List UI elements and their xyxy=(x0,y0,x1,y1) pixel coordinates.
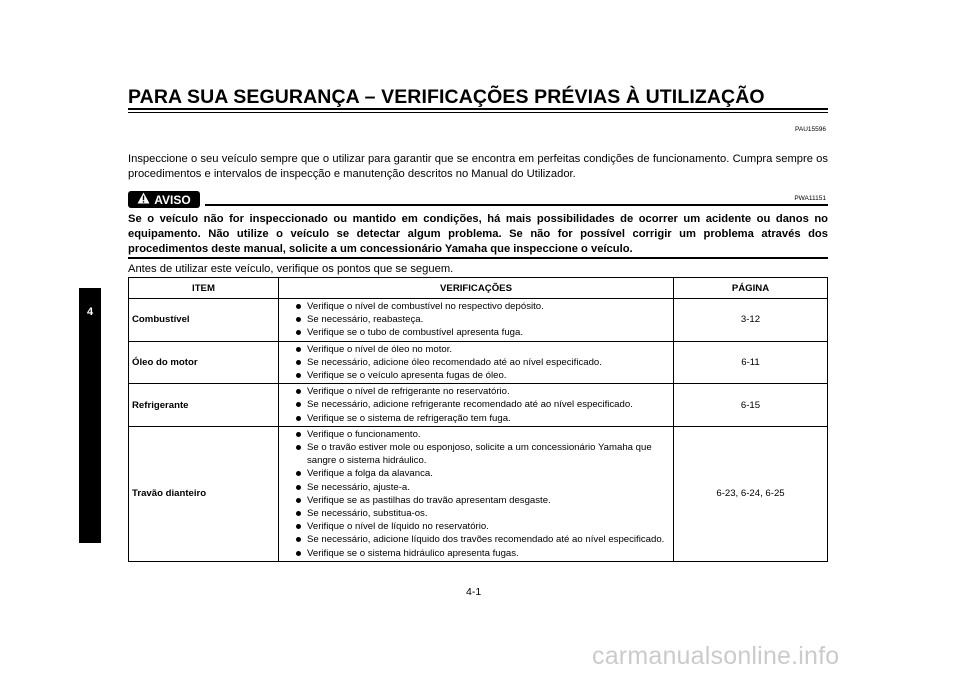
item-cell: Óleo do motor xyxy=(129,341,279,384)
bullet-icon xyxy=(296,511,301,516)
list-item: Verifique se o veículo apresenta fugas de óleo. xyxy=(279,369,673,382)
bullet-icon xyxy=(296,373,301,378)
warning-bottom-rule xyxy=(128,257,828,259)
list-item: Verifique se o tubo de combustível apresenta fuga. xyxy=(279,326,673,339)
warning-text: Se o veículo não for inspeccionado ou mantido em condições, há mais possibilidades de ocorrer um acidente ou danos no equipamento. Não utilize o veículo se detectar algum problema. Se não for possível corrigir um problema através dos procedimentos deste manual, solicite a um concessionário Yamaha que inspeccione o veículo. xyxy=(128,213,828,255)
bullet-icon xyxy=(296,551,301,556)
bullet-icon xyxy=(296,389,301,394)
bullet-icon xyxy=(296,317,301,322)
list-item: Verifique o nível de líquido no reservatório. xyxy=(279,520,673,533)
list-item: Se necessário, substitua-os. xyxy=(279,507,673,520)
checks-table xyxy=(128,277,828,562)
page-number: 4-1 xyxy=(466,586,482,598)
item-cell: Combustível xyxy=(129,299,279,342)
bullet-icon xyxy=(296,416,301,421)
title-rule-thin xyxy=(128,112,828,113)
bullet-icon xyxy=(296,402,301,407)
item-cell: Travão dianteiro xyxy=(129,426,279,561)
bullet-icon xyxy=(296,471,301,476)
checks-cell xyxy=(279,299,674,342)
warning-code: PWA11151 xyxy=(794,195,826,202)
list-item: Verifique o funcionamento. xyxy=(279,428,673,441)
bullet-icon xyxy=(296,537,301,542)
list-item: Se necessário, adicione óleo recomendado até ao nível especificado. xyxy=(279,356,673,369)
bullet-icon xyxy=(296,445,301,450)
list-item: Verifique se o sistema de refrigeração tem fuga. xyxy=(279,412,673,425)
aviso-label: AVISO xyxy=(154,192,191,207)
warning-triangle-icon xyxy=(137,192,150,207)
list-item: Se necessário, adicione refrigerante recomendado até ao nível especificado. xyxy=(279,398,673,411)
chapter-number: 4 xyxy=(86,306,94,318)
list-item: Se o travão estiver mole ou esponjoso, solicite a um concessionário Yamaha que sangre o sistema hidráulico. xyxy=(279,441,673,467)
bullet-icon xyxy=(296,485,301,490)
list-item: Verifique o nível de óleo no motor. xyxy=(279,343,673,356)
lead-sentence: Antes de utilizar este veículo, verifique os pontos que se seguem. xyxy=(128,263,454,275)
table-row xyxy=(129,299,828,342)
intro-paragraph: Inspeccione o seu veículo sempre que o utilizar para garantir que se encontra em perfeitas condições de funcionamento. Cumpra sempre os procedimentos e intervalos de inspecção e manutenção descritos no Manual do Utilizador. xyxy=(128,153,828,180)
bullet-icon xyxy=(296,498,301,503)
list-item: Verifique se as pastilhas do travão apresentam desgaste. xyxy=(279,494,673,507)
list-item: Se necessário, reabasteça. xyxy=(279,313,673,326)
checks-cell xyxy=(279,426,674,561)
reference-code: PAU15596 xyxy=(795,126,826,133)
table-header-row xyxy=(129,278,828,299)
list-item: Se necessário, adicione líquido dos travões recomendado até ao nível especificado. xyxy=(279,533,673,546)
list-item: Verifique se o sistema hidráulico apresenta fugas. xyxy=(279,547,673,560)
title-rule xyxy=(128,108,828,110)
list-item: Verifique o nível de refrigerante no reservatório. xyxy=(279,385,673,398)
page-cell: 6-11 xyxy=(674,341,828,384)
watermark: carmanualsonline.info xyxy=(592,642,840,670)
table-row xyxy=(129,341,828,384)
page-title: PARA SUA SEGURANÇA – VERIFICAÇÕES PRÉVIAS À UTILIZAÇÃO xyxy=(128,86,765,108)
chapter-tab xyxy=(79,288,101,543)
aviso-badge xyxy=(128,191,200,208)
header-item: ITEM xyxy=(129,278,279,299)
bullet-icon xyxy=(296,360,301,365)
bullet-icon xyxy=(296,347,301,352)
bullet-icon xyxy=(296,432,301,437)
bullet-icon xyxy=(296,304,301,309)
list-item: Verifique a folga da alavanca. xyxy=(279,467,673,480)
header-pagina: PÁGINA xyxy=(674,278,828,299)
table-row xyxy=(129,426,828,561)
bullet-icon xyxy=(296,330,301,335)
checks-cell xyxy=(279,384,674,427)
list-item: Verifique o nível de combustível no respectivo depósito. xyxy=(279,300,673,313)
page-cell: 6-15 xyxy=(674,384,828,427)
page-cell: 3-12 xyxy=(674,299,828,342)
aviso-rule xyxy=(205,204,828,206)
list-item: Se necessário, ajuste-a. xyxy=(279,481,673,494)
checks-cell xyxy=(279,341,674,384)
bullet-icon xyxy=(296,524,301,529)
item-cell: Refrigerante xyxy=(129,384,279,427)
header-verificacoes: VERIFICAÇÕES xyxy=(279,278,674,299)
page-cell: 6-23, 6-24, 6-25 xyxy=(674,426,828,561)
table-row xyxy=(129,384,828,427)
